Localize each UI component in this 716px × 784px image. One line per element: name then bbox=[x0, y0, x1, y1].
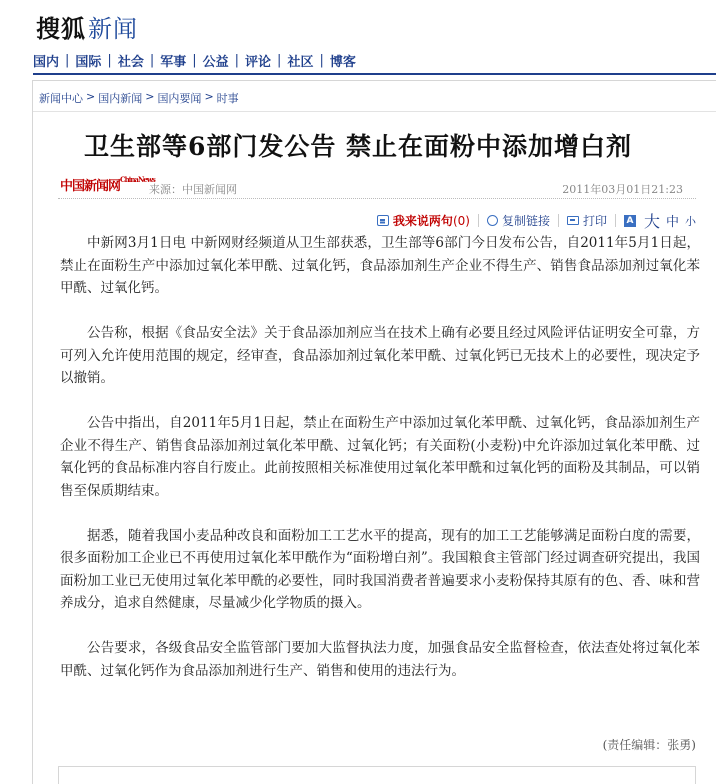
nav-item-commentary[interactable]: 评论 bbox=[245, 54, 272, 70]
breadcrumb-domestic-headlines[interactable]: 国内要闻 bbox=[157, 92, 202, 105]
site-logo[interactable] bbox=[36, 10, 138, 44]
font-size-large-button[interactable]: 大 bbox=[643, 212, 660, 231]
nav-item-military[interactable]: 军事 bbox=[160, 54, 187, 70]
breadcrumb-divider bbox=[33, 111, 716, 112]
nav-item-charity[interactable]: 公益 bbox=[202, 54, 229, 70]
nav-separator: | bbox=[319, 52, 324, 68]
article-paragraph: 据悉，随着我国小麦品种改良和面粉加工工艺水平的提高，现有的加工工艺能够满足面粉白度的需要，很多面粉加工企业已不再使用过氧化苯甲酰作为“面粉增白剂”。我国粮食主管部门经过调查研究提出，我国面粉加工业已无使用过氧化苯甲酰的必要性，同时我国消费者普遍要求小麦粉保持其原有的色、香、味和营养成分，追求自然健康，尽量减少化学物质的摄入。 bbox=[60, 527, 700, 611]
source-logo-subtext: ChinaNews bbox=[120, 175, 155, 184]
article-paragraph: 公告要求，各级食品安全监管部门要加大监督执法力度，加强食品安全监督检查，依法查处将过氧化苯甲酰、过氧化钙作为食品添加剂进行生产、销售和使用的违法行为。 bbox=[60, 640, 700, 679]
breadcrumb-domestic-news[interactable]: 国内新闻 bbox=[98, 92, 143, 105]
breadcrumb-news-center[interactable]: 新闻中心 bbox=[39, 92, 83, 105]
main-nav bbox=[33, 49, 716, 71]
print-label: 打印 bbox=[582, 214, 607, 228]
breadcrumb bbox=[39, 90, 239, 106]
article-paragraph: 中新网3月1日电 中新网财经频道从卫生部获悉，卫生部等6部门今日发布公告，自2011年5月1日起，禁止在面粉生产中添加过氧化苯甲酰、过氧化钙，食品添加剂生产企业不得生产、销售食品添加剂过氧化苯甲酰、过氧化钙。 bbox=[60, 235, 700, 296]
article-date: 2011年03月01日21:23 bbox=[562, 183, 683, 196]
bottom-panel bbox=[58, 766, 696, 784]
nav-underline bbox=[33, 73, 716, 75]
font-size-small-button[interactable]: 小 bbox=[685, 214, 696, 228]
logo-news-text: 新闻 bbox=[88, 15, 138, 43]
nav-item-society[interactable]: 社会 bbox=[117, 54, 144, 70]
responsible-editor: (责任编辑：张勇) bbox=[602, 738, 696, 752]
source-logo bbox=[60, 175, 155, 194]
meta-divider bbox=[58, 198, 696, 199]
breadcrumb-separator: > bbox=[86, 90, 96, 103]
source-logo-text: 中国新闻网 bbox=[60, 179, 121, 194]
comment-icon bbox=[377, 215, 389, 226]
nav-separator: | bbox=[149, 52, 155, 68]
article-paragraph: 公告称，根据《食品安全法》关于食品添加剂应当在技术上确有必要且经过风险评估证明安全可靠，方可列入允许使用范围的规定，经审查，食品添加剂过氧化苯甲酰、过氧化钙已无技术上的必要性，现决定予以撤销。 bbox=[60, 325, 700, 386]
nav-item-domestic[interactable]: 国内 bbox=[33, 54, 60, 70]
copy-link-label: 复制链接 bbox=[501, 214, 550, 228]
breadcrumb-separator: > bbox=[204, 90, 214, 103]
article-source: 来源：中国新闻网 bbox=[149, 183, 237, 196]
nav-separator: | bbox=[277, 52, 282, 68]
toolbar-divider bbox=[558, 214, 559, 227]
font-size-medium-button[interactable]: 中 bbox=[665, 215, 679, 230]
nav-item-community[interactable]: 社区 bbox=[287, 54, 314, 70]
nav-separator: | bbox=[234, 52, 240, 68]
article-paragraph: 公告中指出，自2011年5月1日起，禁止在面粉生产中添加过氧化苯甲酰、过氧化钙，食品添加剂生产企业不得生产、销售食品添加剂过氧化苯甲酰、过氧化钙；有关面粉(小麦粉)中允许添加过氧化苯甲酰、过氧化钙的食品标准内容自行废止。此前按照相关标准使用过氧化苯甲酰和过氧化钙的面粉及其制品，可以销售至保质期结束。 bbox=[60, 415, 700, 499]
font-size-controls bbox=[624, 209, 696, 232]
breadcrumb-current-affairs[interactable]: 时事 bbox=[216, 92, 239, 105]
comment-count: (0) bbox=[452, 213, 470, 228]
nav-separator: | bbox=[192, 52, 197, 68]
logo-sohu-text: 搜狐 bbox=[36, 15, 86, 43]
article-body bbox=[60, 232, 700, 682]
copy-link-button[interactable] bbox=[487, 212, 550, 229]
print-icon bbox=[567, 216, 579, 225]
link-icon bbox=[487, 215, 498, 226]
print-button[interactable] bbox=[567, 212, 607, 229]
breadcrumb-separator: > bbox=[145, 90, 155, 103]
nav-item-international[interactable]: 国际 bbox=[75, 54, 102, 70]
toolbar-divider bbox=[615, 214, 616, 227]
article-toolbar bbox=[377, 209, 696, 232]
nav-separator: | bbox=[107, 52, 112, 68]
nav-item-blog[interactable]: 博客 bbox=[329, 54, 356, 70]
font-size-icon: A bbox=[624, 215, 636, 227]
toolbar-divider bbox=[478, 214, 479, 227]
comment-label: 我来说两句 bbox=[392, 214, 453, 228]
nav-separator: | bbox=[65, 52, 70, 68]
article-title: 卫生部等6部门发公告 禁止在面粉中添加增白剂 bbox=[83, 132, 633, 161]
comment-button[interactable] bbox=[377, 212, 470, 229]
